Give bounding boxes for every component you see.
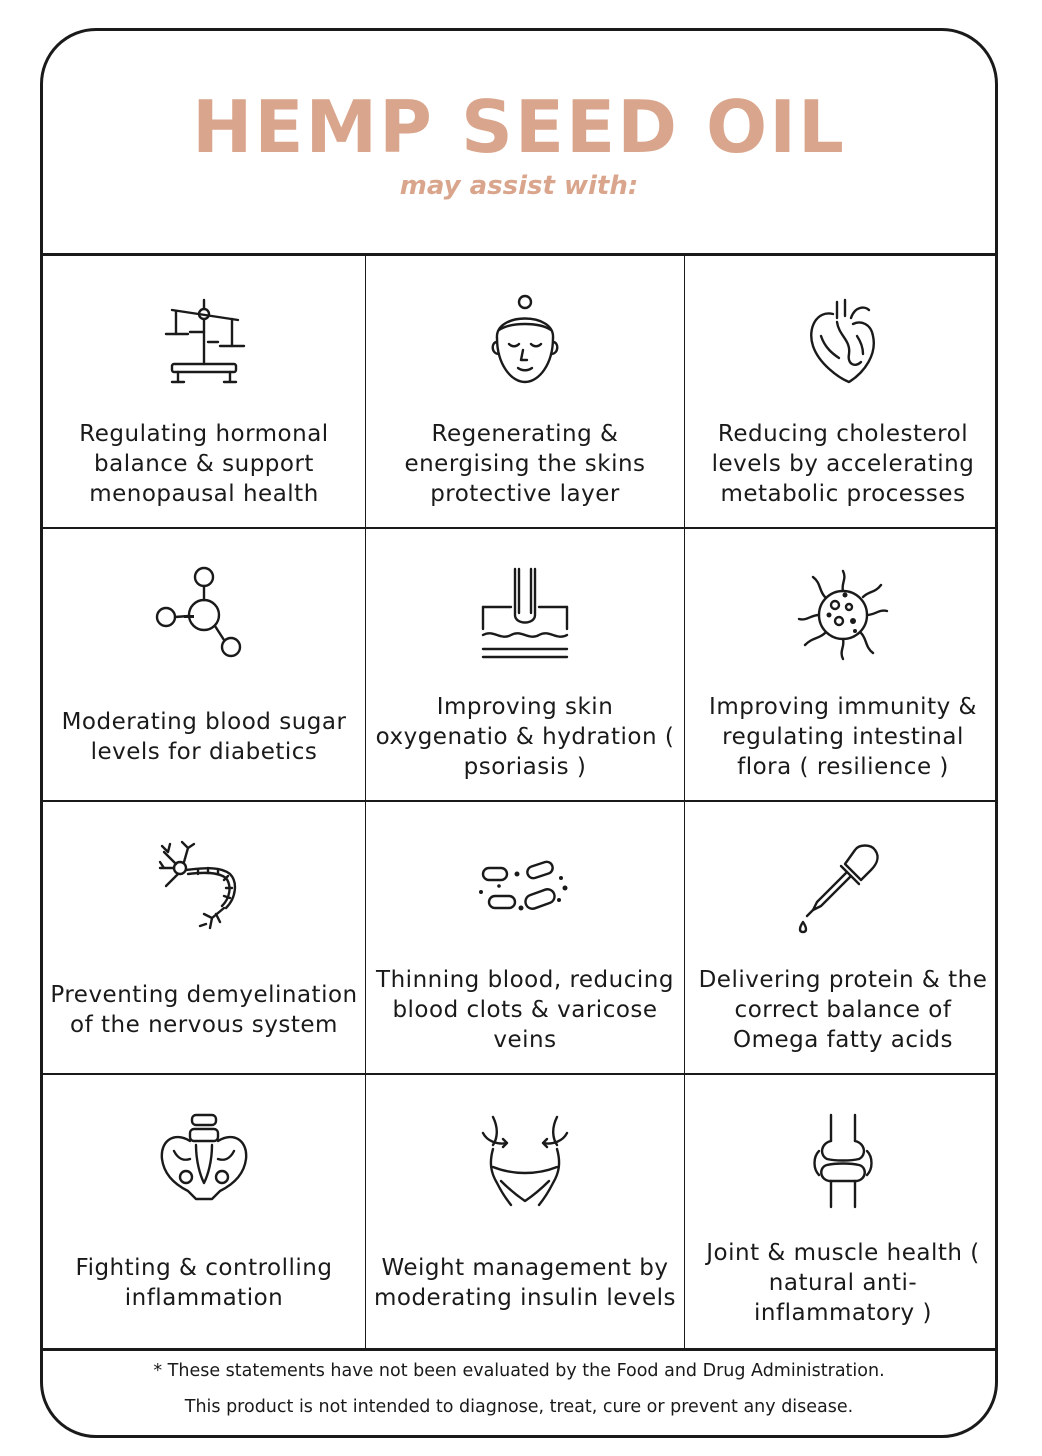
benefit-label: Joint & muscle health ( natural anti-inflammatory ) <box>706 1240 980 1326</box>
disclaimer-line-fda: * These statements have not been evaluated by the Food and Drug Administration. <box>153 1361 885 1381</box>
benefit-label: Regenerating & energising the skins protective layer <box>404 421 646 507</box>
pelvis-icon <box>154 1111 254 1211</box>
benefit-cell <box>43 1075 366 1348</box>
benefit-label: Moderating blood sugar levels for diabetics <box>61 709 347 765</box>
benefit-label: Preventing demyelination of the nervous system <box>50 982 358 1038</box>
knee-joint-icon <box>793 1111 893 1211</box>
face-headband-icon <box>475 292 575 392</box>
benefit-cell <box>366 1075 685 1348</box>
benefit-label: Reducing cholesterol levels by accelerating metabolic processes <box>711 421 975 507</box>
benefit-cell <box>685 1075 998 1348</box>
benefit-cell <box>685 529 998 802</box>
microbe-icon <box>793 565 893 665</box>
benefit-cell <box>43 529 366 802</box>
benefit-cell <box>366 802 685 1075</box>
benefit-cell <box>366 256 685 529</box>
benefit-label: Delivering protein & the correct balance of Omega fatty acids <box>698 967 988 1053</box>
benefit-cell <box>43 802 366 1075</box>
benefit-label: Regulating hormonal balance & support menopausal health <box>79 421 329 507</box>
disclaimer <box>43 1353 995 1437</box>
blood-cells-icon <box>475 838 575 938</box>
benefit-label: Thinning blood, reducing blood clots & varicose veins <box>376 967 674 1053</box>
benefit-label: Fighting & controlling inflammation <box>75 1255 333 1311</box>
benefit-cell <box>43 256 366 529</box>
waist-icon <box>475 1111 575 1211</box>
info-card <box>40 28 998 1438</box>
benefit-label: Improving skin oxygenatio & hydration ( psoriasis ) <box>375 694 675 780</box>
heart-icon <box>793 292 893 392</box>
header <box>43 31 995 253</box>
disclaimer-line-treatment: This product is not intended to diagnose, treat, cure or prevent any disease. <box>184 1397 854 1417</box>
page-title: HEMP SEED OIL <box>192 85 846 169</box>
benefit-label: Weight management by moderating insulin levels <box>373 1255 677 1311</box>
benefits-grid <box>43 253 998 1351</box>
dropper-icon <box>793 838 893 938</box>
balance-scale-icon <box>154 292 254 392</box>
benefit-cell <box>366 529 685 802</box>
molecule-icon <box>154 565 254 665</box>
benefit-label: Improving immunity & regulating intestinal flora ( resilience ) <box>709 694 977 780</box>
skin-hair-follicle-icon <box>475 565 575 665</box>
benefit-cell <box>685 256 998 529</box>
page-subtitle: may assist with: <box>399 171 639 201</box>
neuron-icon <box>154 838 254 938</box>
benefit-cell <box>685 802 998 1075</box>
